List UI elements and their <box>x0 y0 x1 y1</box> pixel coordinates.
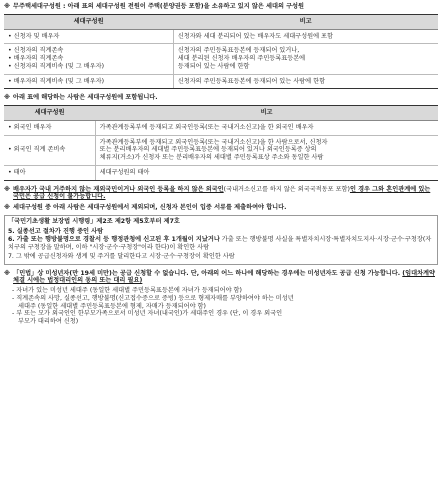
excluded-members-box <box>4 215 438 265</box>
note-text-underlined: 인 경우 그와 혼인관계에 있는 국민은 공급 신청이 불가능합니다. <box>13 185 431 201</box>
note-text-underlined: (임대차계약 체결 시에는 법정대리인의 동의 또는 대리 필요) <box>13 269 435 285</box>
note-text-underlined: 배우자가 국내 거주하지 않는 재외국민이거나 외국인 등록을 하지 않은 외국인 <box>13 185 224 193</box>
included-members-table <box>4 105 438 181</box>
reference-mark: ※ <box>4 269 11 277</box>
household-members-table <box>4 14 438 90</box>
list-item: 5. 실종선고 절차가 진행 중인 사람 <box>8 227 104 235</box>
list-item: 6. 가출 또는 행방불명으로 경찰서 등 행정관청에 신고된 후 1개월이 지났거나 가출 또는 행방불명 사실을 특별자치시장·특별자치도지사·시장·군수·구청장(자치구의 구청장을 말하며, 이하 "시장·군수·구청장"이라 한다)이 확인한 사람 <box>8 236 432 251</box>
remarks-cell: 가족관계등록부에 등재되고 외국인등록(또는 국내거소신고)을 한 사람으로서, 신청자 또는 분리배우자의 세대별 주민등록표등본에 등재되어 있거나 외국인등록증 상의 체류지(거소)가 신청자 또는 분리배우자의 세대별 주민등록표상 주소와 동일한 사람 <box>95 135 438 165</box>
remarks-cell: 신청자와 세대 분리되어 있는 배우자도 세대구성원에 포함 <box>173 29 438 44</box>
members-cell: • 배우자의 직계비속 (및 그 배우자) <box>4 74 173 89</box>
members-cell: • 태아 <box>4 165 95 180</box>
reference-mark: ※ <box>4 3 11 10</box>
note-text-paren: (국내거소신고를 하지 않은 외국국적동포 포함) <box>223 185 350 193</box>
note-text: 아래 표에 해당하는 사람은 세대구성원에 포함됩니다. <box>13 94 158 102</box>
law-reference: 「국민기초생활 보장법 시행령」제2조 제2항 제5호부터 제7호 <box>8 217 180 225</box>
note-included-members <box>4 94 438 102</box>
members-cell: • 외국인 직계 존비속 <box>4 135 95 165</box>
remarks-cell: 세대구성원의 태아 <box>95 165 438 180</box>
note-text: 「민법」상 미성년자(만 19세 미만)는 공급 신청할 수 없습니다. 단, 아래의 어느 하나에 해당하는 경우에는 미성년자도 공급 신청 가능합니다. <box>13 269 403 277</box>
table-row <box>4 165 438 180</box>
members-cell: • 신청자의 직계존속 • 배우자의 직계존속 • 신청자의 직계비속 (및 그 배우자) <box>4 44 173 74</box>
column-header-remarks: 비고 <box>173 14 438 29</box>
note-excluded-members <box>4 204 438 212</box>
table-row <box>4 135 438 165</box>
note-text: 무주택세대구성원 : 아래 표의 세대구성원 전원이 주택(분양권등 포함)을 소유하고 있지 않은 세대의 구성원 <box>13 3 305 10</box>
column-header-members: 세대구성원 <box>4 106 95 121</box>
note-text: 세대구성원 중 아래 사람은 세대구성원에서 제외되며, 신청자 본인이 입증 서류를 제출하여야 합니다. <box>13 204 287 211</box>
list-item: - 직계존속의 사망, 실종선고, 행방불명(신고접수증으로 증빙) 등으로 형제자매를 부양하여야 하는 미성년 세대주 (동일한 세대별 주민등록표등본에 형제, 자매가 등재되어야 함) <box>12 294 294 310</box>
remarks-cell: 신청자의 주민등록표등본에 등재되어 있거나, 세대 분리된 신청자 배우자의 주민등록표등본에 등재되어 있는 사람에 한함 <box>173 44 438 74</box>
note-foreign-spouse <box>4 186 438 202</box>
reference-mark: ※ <box>4 94 11 102</box>
minor-exceptions-list <box>4 287 438 326</box>
remarks-cell: 가족관계등록부에 등재되고 외국인등록(또는 국내거소신고)을 한 외국인 배우자 <box>95 120 438 135</box>
reference-mark: ※ <box>4 204 11 211</box>
note-homeless-members <box>4 3 438 11</box>
list-item: - 부 또는 모가 외국인인 한부모가족으로서 미성년 자녀(내국인)가 세대주인 경우 (단, 이 경우 외국인 부모가 대리하여 신청) <box>12 310 283 325</box>
table-row <box>4 29 438 44</box>
column-header-remarks: 비고 <box>95 106 438 121</box>
list-item: - 자녀가 있는 미성년 세대주 (동일한 세대별 주민등록표등본에 자녀가 등재되어야 함) <box>12 287 242 294</box>
list-item: 7. 그 밖에 공급신청자와 생계 및 주거를 달리한다고 시장·군수·구청장이 확인한 사람 <box>8 252 235 260</box>
members-cell: • 외국인 배우자 <box>4 120 95 135</box>
table-row <box>4 44 438 74</box>
note-minors <box>4 270 438 286</box>
reference-mark: ※ <box>4 185 11 193</box>
column-header-members: 세대구성원 <box>4 14 173 29</box>
table-row <box>4 74 438 89</box>
remarks-cell: 신청자의 주민등록표등본에 등재되어 있는 사람에 한함 <box>173 74 438 89</box>
table-row <box>4 120 438 135</box>
members-cell: • 신청자 및 배우자 <box>4 29 173 44</box>
